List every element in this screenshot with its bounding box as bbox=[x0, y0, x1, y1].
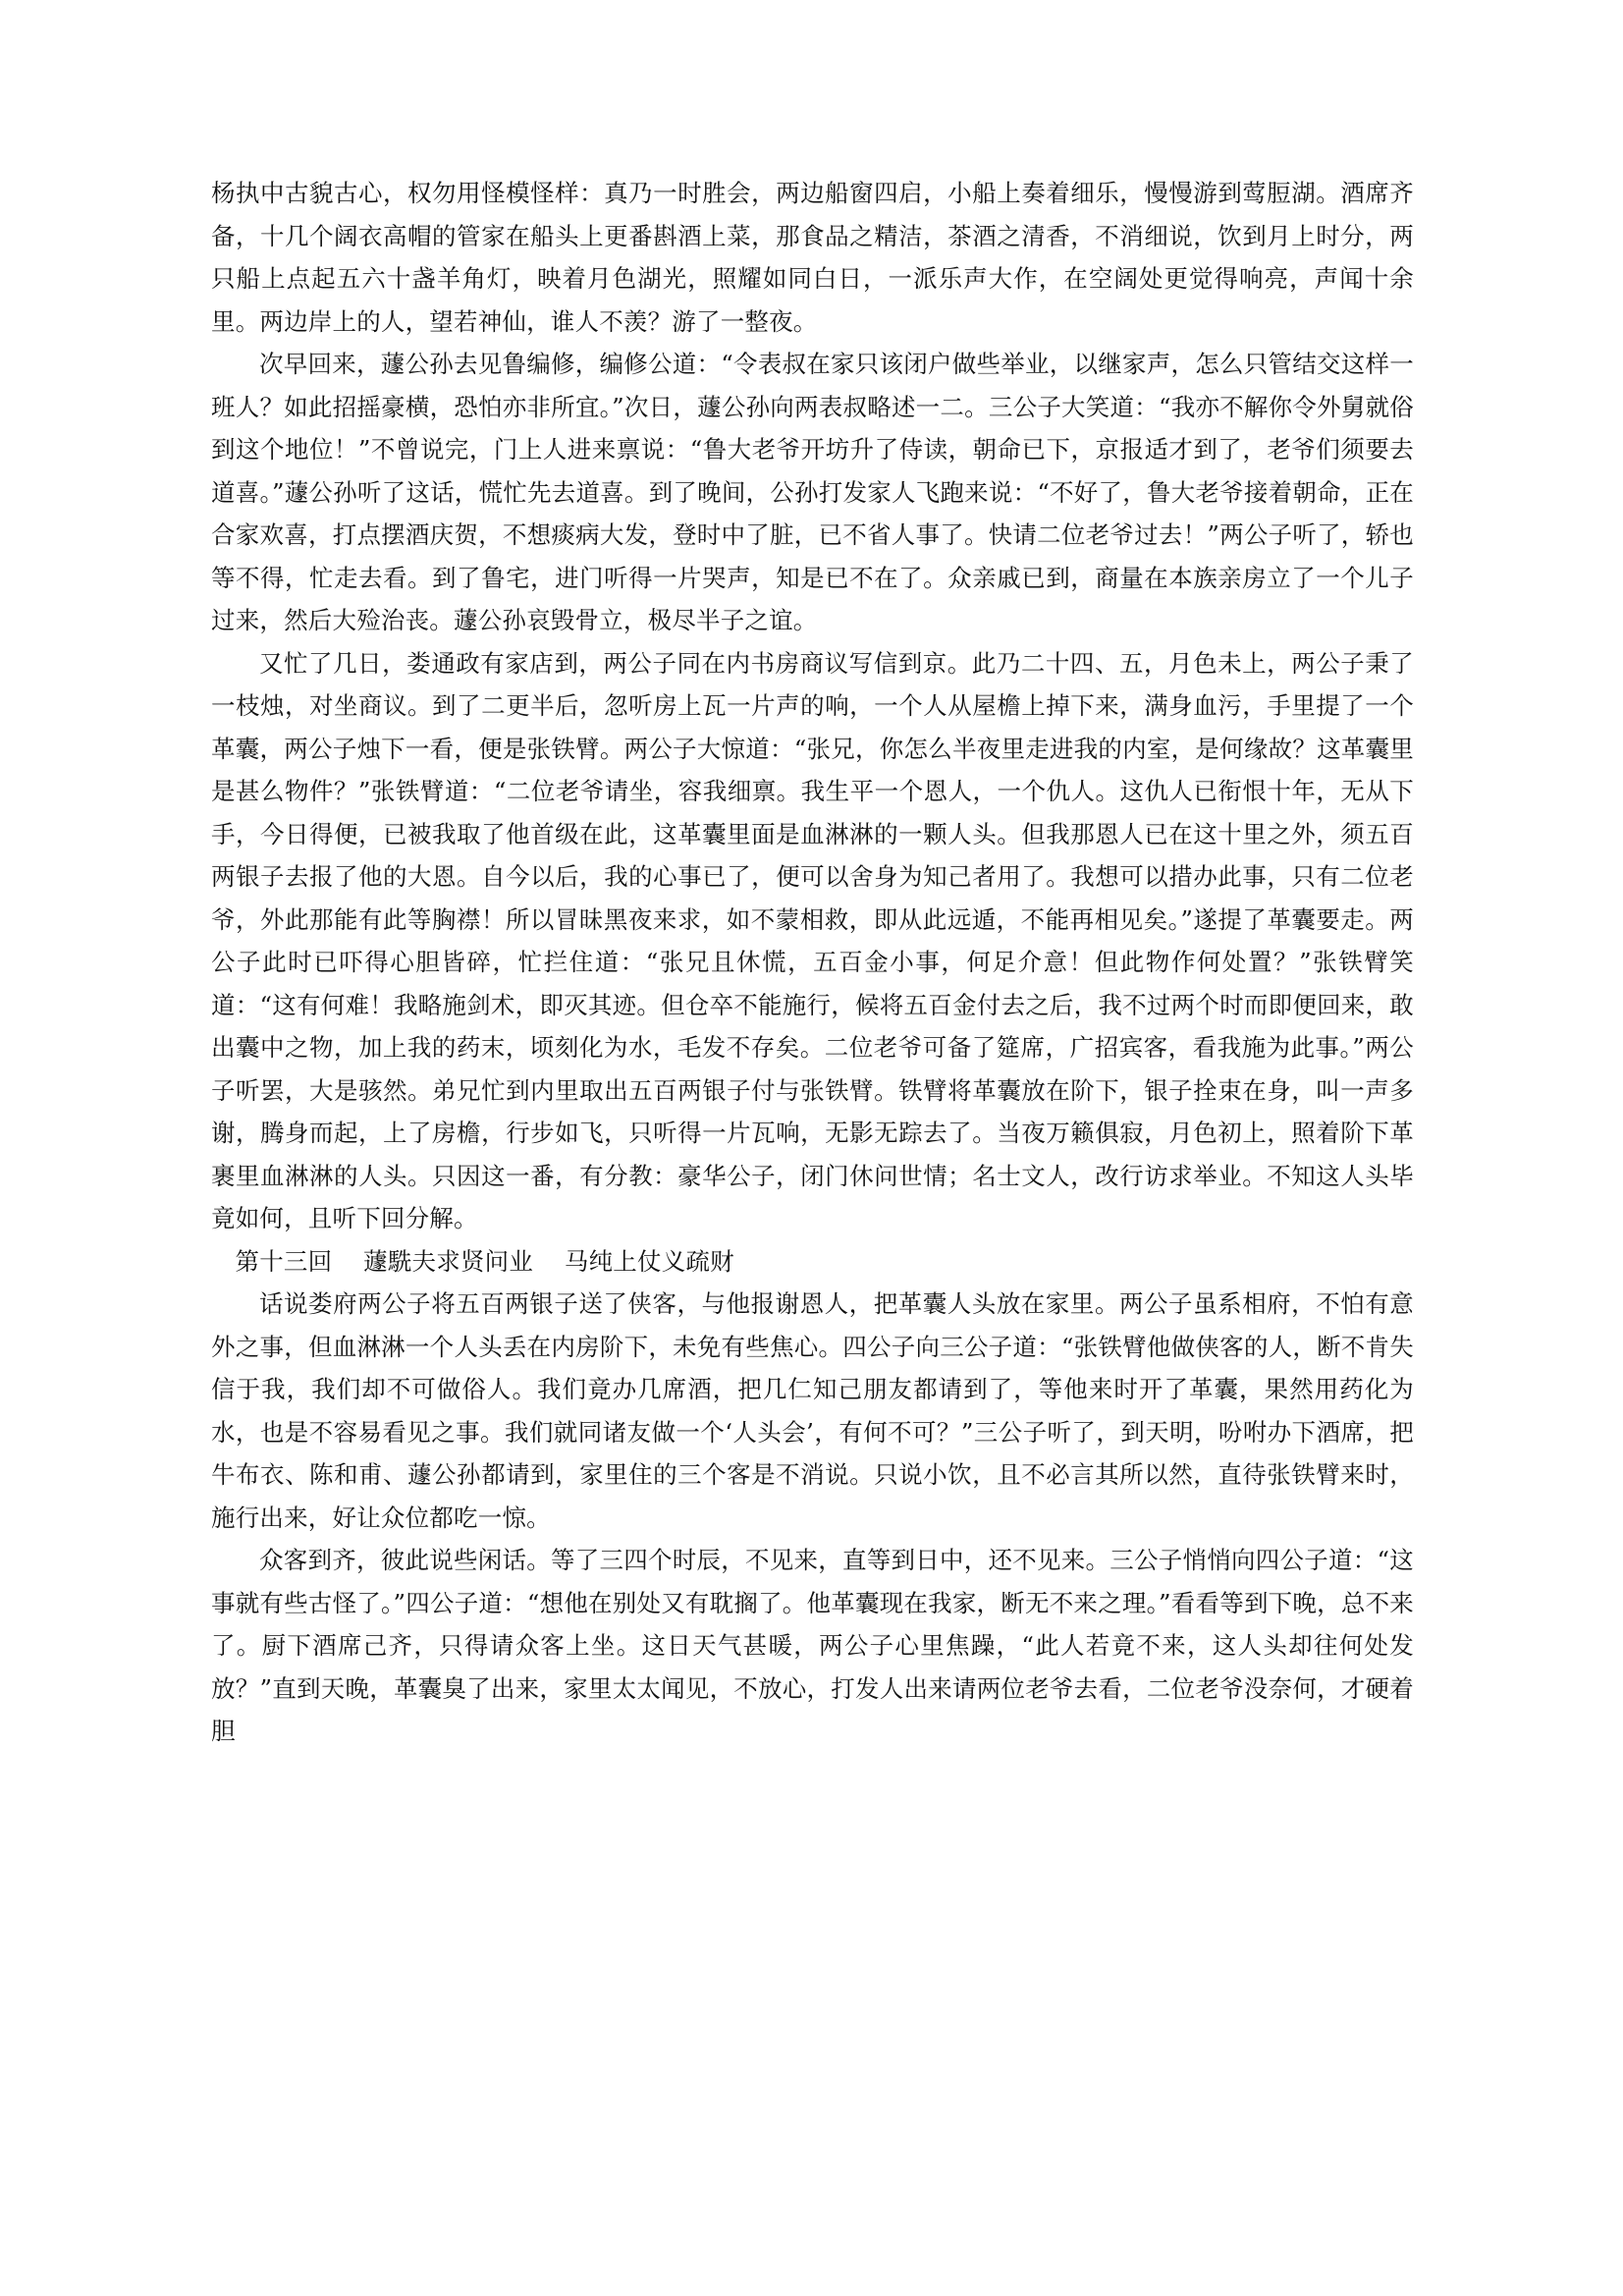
paragraph: 杨执中古貌古心，权勿用怪模怪样：真乃一时胜会，两边船窗四启，小船上奏着细乐，慢慢游到莺脰湖。酒席齐备，十几个阔衣高帽的管家在船头上更番斟酒上菜，那食品之精洁，茶酒之清香，不消细说，饮到月上时分，两只船上点起五六十盏羊角灯，映着月色湖光，照耀如同白日，一派乐声大作，在空阔处更觉得响亮，声闻十余里。两边岸上的人，望若神仙，谁人不羡？游了一整夜。 bbox=[211, 179, 1414, 336]
paragraph: 话说娄府两公子将五百两银子送了侠客，与他报谢恩人，把革囊人头放在家里。两公子虽系相府，不怕有意外之事，但血淋淋一个人头丢在内房阶下，未免有些焦心。四公子向三公子道：“张铁臂他做侠客的人，断不肯失信于我，我们却不可做俗人。我们竟办几席酒，把几仁知己朋友都请到了，等他来时开了革囊，果然用药化为水，也是不容易看见之事。我们就同诸友做一个‘人头会’，有何不可？”三公子听了，到天明，吩咐办下酒席，把牛布衣、陈和甫、蘧公孙都请到，家里住的三个客是不消说。只说小饮，且不必言其所以然，直待张铁臂来时，施行出来，好让众位都吃一惊。 bbox=[211, 1289, 1414, 1532]
chapter-heading bbox=[211, 1240, 1414, 1284]
paragraph: 次早回来，蘧公孙去见鲁编修，编修公道：“令表叔在家只该闭户做些举业，以继家声，怎么只管结交这样一班人？如此招摇豪横，恐怕亦非所宜。”次日，蘧公孙向两表叔略述一二。三公子大笑道：“我亦不解你令外舅就俗到这个地位！”不曾说完，门上人进来禀说：“鲁大老爷开坊升了侍读，朝命已下，京报适才到了，老爷们须要去道喜。”蘧公孙听了这话，慌忙先去道喜。到了晚间，公孙打发家人飞跑来说：“不好了，鲁大老爷接着朝命，正在合家欢喜，打点摆酒庆贺，不想痰病大发，登时中了脏，已不省人事了。快请二位老爷过去！”两公子听了，轿也等不得，忙走去看。到了鲁宅，进门听得一片哭声，知是已不在了。众亲戚已到，商量在本族亲房立了一个儿子过来，然后大殓治丧。蘧公孙哀毁骨立，极尽半子之谊。 bbox=[211, 350, 1414, 634]
chapter-subtitle-b: 马纯上仗义疏财 bbox=[564, 1246, 734, 1276]
paragraph: 众客到齐，彼此说些闲话。等了三四个时辰，不见来，直等到日中，还不见来。三公子悄悄向四公子道：“这事就有些古怪了。”四公子道：“想他在别处又有耽搁了。他革囊现在我家，断无不来之理。”看看等到下晚，总不来了。厨下酒席己齐，只得请众客上坐。这日天气甚暖，两公子心里焦躁，“此人若竟不来，这人头却往何处发放？”直到天晚，革囊臭了出来，家里太太闻见，不放心，打发人出来请两位老爷去看，二位老爷没奈何，才硬着胆 bbox=[211, 1546, 1414, 1745]
chapter-subtitle-a: 蘧駪夫求贤问业 bbox=[363, 1246, 534, 1276]
paragraph: 又忙了几日，娄通政有家店到，两公子同在内书房商议写信到京。此乃二十四、五，月色未上，两公子秉了一枝烛，对坐商议。到了二更半后，忽听房上瓦一片声的响，一个人从屋檐上掉下来，满身血污，手里提了一个革囊，两公子烛下一看，便是张铁臂。两公子大惊道：“张兄，你怎么半夜里走进我的内室，是何缘故？这革囊里是甚么物件？”张铁臂道：“二位老爷请坐，容我细禀。我生平一个恩人，一个仇人。这仇人已衔恨十年，无从下手，今日得便，已被我取了他首级在此，这革囊里面是血淋淋的一颗人头。但我那恩人已在这十里之外，须五百两银子去报了他的大恩。自今以后，我的心事已了，便可以舍身为知己者用了。我想可以措办此事，只有二位老爷，外此那能有此等胸襟！所以冒昧黑夜来求，如不蒙相救，即从此远遁，不能再相见矣。”遂提了革囊要走。两公子此时已吓得心胆皆碎，忙拦住道：“张兄且休慌，五百金小事，何足介意！但此物作何处置？”张铁臂笑道：“这有何难！我略施剑术，即灭其迹。但仓卒不能施行，候将五百金付去之后，我不过两个时而即便回来，敢出囊中之物，加上我的药末，顷刻化为水，毛发不存矣。二位老爷可备了筵席，广招宾客，看我施为此事。”两公子听罢，大是骇然。弟兄忙到内里取出五百两银子付与张铁臂。铁臂将革囊放在阶下，银子拴束在身，叫一声多谢，腾身而起，上了房檐，行步如飞，只听得一片瓦响，无影无踪去了。当夜万籁俱寂，月色初上，照着阶下革裹里血淋淋的人头。只因这一番，有分教：豪华公子，闭门休问世情；名士文人，改行访求举业。不知这人头毕竟如何，且听下回分解。 bbox=[211, 648, 1414, 1232]
chapter-number: 第十三回 bbox=[235, 1246, 333, 1276]
document-body bbox=[211, 172, 1414, 1753]
